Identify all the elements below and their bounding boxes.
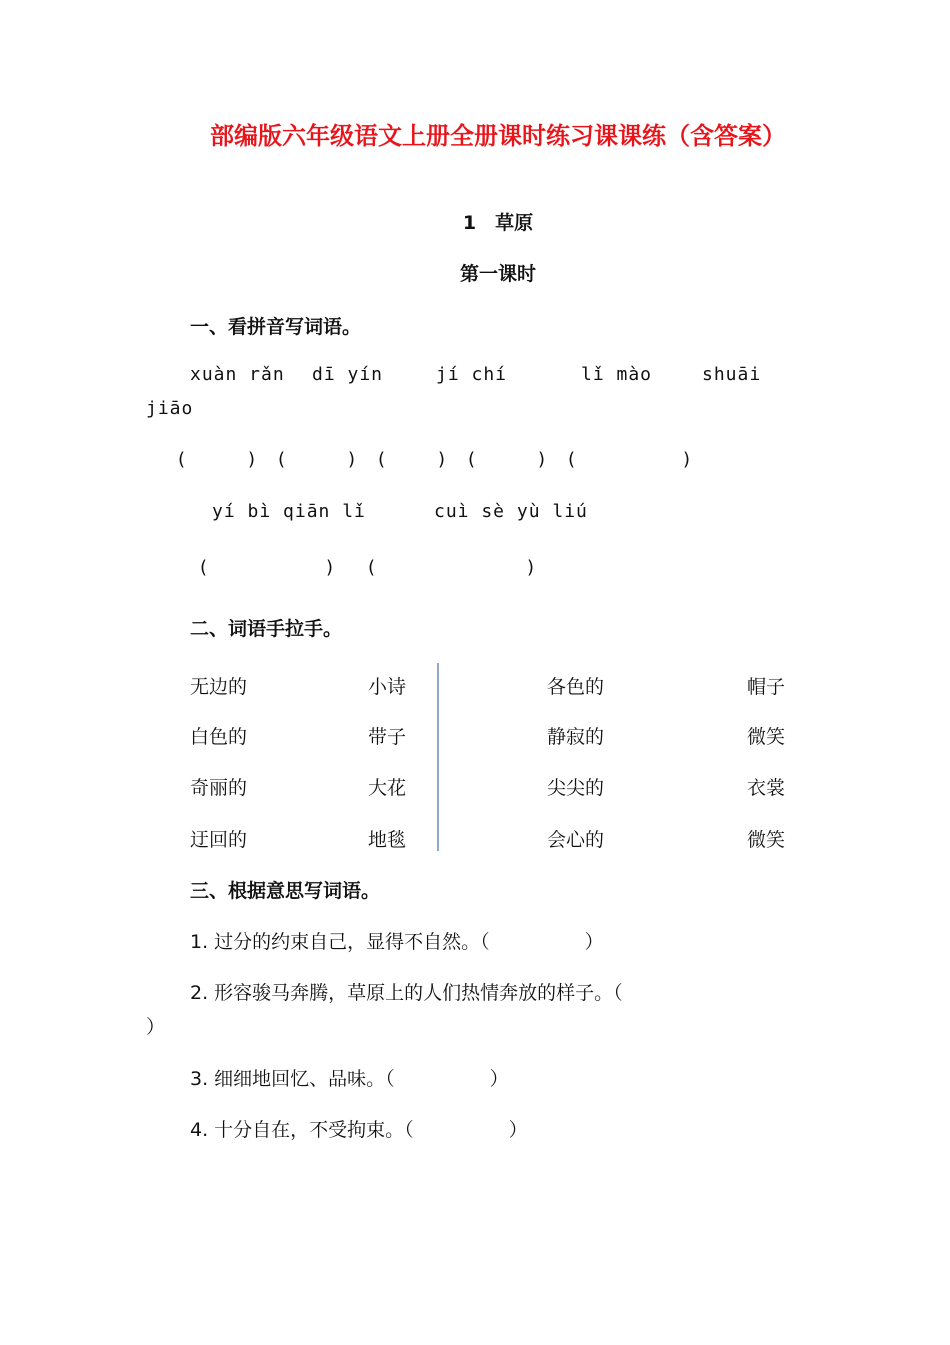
match-word-right-a: 静寂的 bbox=[547, 726, 605, 748]
definition-item: 1. 过分的约束自己，显得不自然。（ ） bbox=[190, 931, 604, 953]
open-paren: ( bbox=[568, 449, 576, 470]
pinyin-item: lǐ mào bbox=[581, 364, 653, 385]
match-word-left-a: 无边的 bbox=[190, 676, 248, 698]
column-divider bbox=[437, 663, 439, 851]
close-paren: ) bbox=[527, 557, 535, 578]
match-word-left-b: 带子 bbox=[368, 726, 407, 748]
open-paren: ( bbox=[468, 449, 476, 470]
pinyin-item: xuàn rǎn bbox=[190, 364, 285, 385]
close-paren: ) bbox=[348, 449, 356, 470]
match-word-left-b: 地毯 bbox=[368, 829, 407, 851]
pinyin-item: shuāi bbox=[702, 364, 762, 385]
pinyin-item: dī yín bbox=[312, 364, 384, 385]
match-word-right-a: 尖尖的 bbox=[547, 777, 605, 799]
pinyin-item: jiāo bbox=[146, 398, 194, 419]
match-word-right-b: 衣裳 bbox=[747, 777, 786, 799]
match-word-right-b: 微笑 bbox=[747, 726, 786, 748]
close-paren: ) bbox=[248, 449, 256, 470]
definition-item: 4. 十分自在，不受拘束。（ ） bbox=[190, 1119, 528, 1141]
section2-heading: 二、词语手拉手。 bbox=[190, 618, 343, 640]
document-title: 部编版六年级语文上册全册课时练习课课练（含答案） bbox=[210, 121, 786, 150]
period-title: 第一课时 bbox=[459, 263, 536, 285]
definition-item-wrap: ） bbox=[146, 1016, 166, 1038]
definition-item: 3. 细细地回忆、品味。（ ） bbox=[190, 1068, 509, 1090]
match-word-left-b: 小诗 bbox=[368, 676, 407, 698]
close-paren: ) bbox=[326, 557, 334, 578]
close-paren: ) bbox=[683, 449, 691, 470]
match-word-left-b: 大花 bbox=[368, 777, 407, 799]
pinyin-item: cuì sè yù liú bbox=[434, 501, 588, 522]
match-word-right-b: 帽子 bbox=[747, 676, 786, 698]
match-word-left-a: 奇丽的 bbox=[190, 777, 248, 799]
open-paren: ( bbox=[200, 557, 208, 578]
match-word-left-a: 迂回的 bbox=[190, 829, 248, 851]
lesson-title: 1 草原 bbox=[462, 212, 534, 234]
open-paren: ( bbox=[178, 449, 186, 470]
match-word-right-a: 会心的 bbox=[547, 829, 605, 851]
close-paren: ) bbox=[538, 449, 546, 470]
pinyin-item: yí bì qiān lǐ bbox=[212, 501, 366, 522]
match-word-right-b: 微笑 bbox=[747, 829, 786, 851]
definition-item: 2. 形容骏马奔腾，草原上的人们热情奔放的样子。（ bbox=[190, 982, 623, 1004]
open-paren: ( bbox=[278, 449, 286, 470]
close-paren: ) bbox=[438, 449, 446, 470]
match-word-left-a: 白色的 bbox=[190, 726, 248, 748]
open-paren: ( bbox=[368, 557, 376, 578]
open-paren: ( bbox=[378, 449, 386, 470]
pinyin-item: jí chí bbox=[436, 364, 508, 385]
match-word-right-a: 各色的 bbox=[547, 676, 605, 698]
section3-heading: 三、根据意思写词语。 bbox=[190, 880, 381, 902]
section1-heading: 一、看拼音写词语。 bbox=[190, 316, 362, 338]
